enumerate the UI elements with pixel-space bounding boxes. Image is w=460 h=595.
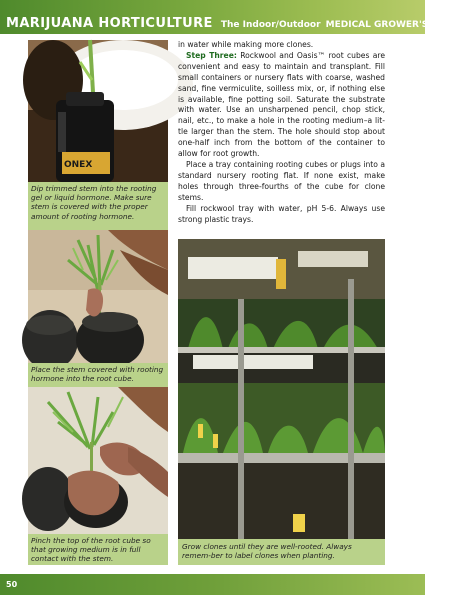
caption-grow-room: Grow clones until they are well-rooted. Always remem-ber to label clones when planting. bbox=[178, 539, 385, 565]
paragraph-step-three bbox=[178, 51, 385, 160]
book-subtitle-bible: MEDICAL GROWER'S BIBLE bbox=[325, 20, 460, 30]
photo-stem-into-cube bbox=[28, 230, 168, 363]
caption-stem-into-cube: Place the stem covered with rooting hormone into the root cube. bbox=[28, 363, 168, 387]
caption-pinch-cube: Pinch the top of the root cube so that growing medium is in full contact with the stem. bbox=[28, 534, 168, 565]
left-photo-column bbox=[28, 40, 168, 565]
photo-pinch-cube bbox=[28, 387, 168, 534]
photo-grow-room bbox=[178, 239, 385, 539]
step-three-text: Rockwool and Oasis™ root cubes are convenient and easy to maintain and transplant. Fill small containers or nursery flats with coarse, washed sand, fine vermiculite, soilless mix, or, if nothing else is available, fine potting soil. Saturate the substrate with water. Use an unsharpened pencil, chop stick, nail, etc., to make a hole in the rooting medium–a lit-tle larger than the stem. The hole should stop about one-half inch from the bottom of the container to allow for root growth. bbox=[178, 50, 386, 159]
step-three-label: Step Three: bbox=[186, 50, 237, 60]
paragraph-rooting-flat: Place a tray containing rooting cubes or plugs into a standard nursery rooting flat. If none exist, make holes through three-fourths of the cube for clone stems. bbox=[178, 159, 385, 202]
page-footer bbox=[0, 574, 425, 595]
bottle-label-text: ONEX bbox=[64, 160, 93, 170]
running-head bbox=[6, 12, 460, 31]
photo-dip-stem bbox=[28, 40, 168, 182]
page-number: 50 bbox=[6, 580, 18, 589]
page-header bbox=[0, 0, 460, 34]
photo-dip-stem-image bbox=[28, 40, 168, 182]
body-text bbox=[178, 40, 385, 225]
book-title: MARIJUANA HORTICULTURE bbox=[6, 16, 213, 31]
paragraph-continued: in water while making more clones. bbox=[178, 40, 314, 49]
paragraph-fill-tray: Fill rockwool tray with water, pH 5-6. Always use strong plastic trays. bbox=[178, 203, 385, 224]
caption-dip-stem: Dip trimmed stem into the rooting gel or liquid hormone. Make sure stem is covered with the proper amount of rooting hormone. bbox=[28, 182, 168, 230]
book-subtitle: The Indoor/Outdoor bbox=[220, 20, 321, 30]
